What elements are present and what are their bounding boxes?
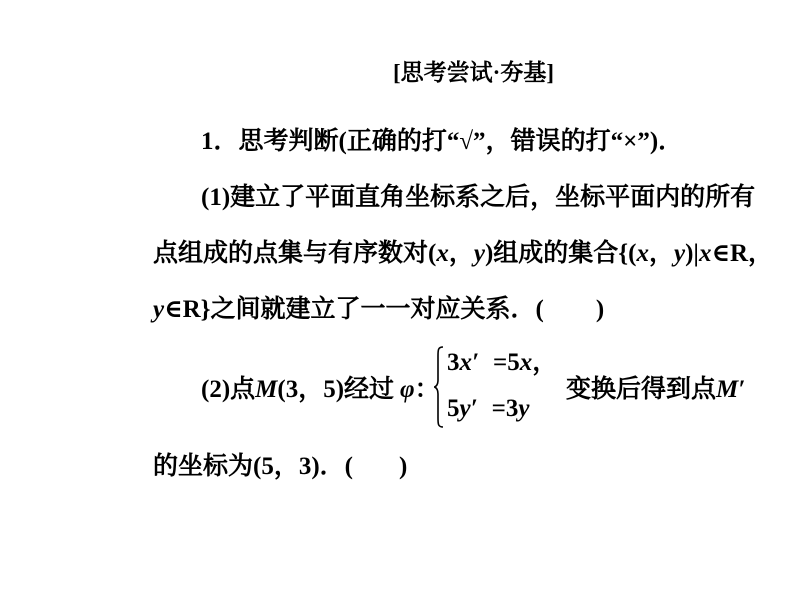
equation-1 xyxy=(447,348,557,378)
item-1-line-1: (1)建立了平面直角坐标系之后，坐标平面内的所有 xyxy=(201,184,756,211)
item-2-after-system xyxy=(566,375,745,405)
var-y: y xyxy=(673,240,686,267)
item-1-close-paren: ) xyxy=(595,296,605,323)
question-1-prefix: 1．思考判断(正确的打 xyxy=(201,128,447,155)
item-2-line-2 xyxy=(153,452,407,482)
eq1-rhs: =5 xyxy=(493,349,520,376)
colon: ： xyxy=(414,376,440,403)
item-1-text: ∈R， xyxy=(711,240,773,267)
var-x: x xyxy=(436,240,449,267)
eq2-var-y-prime: y′ xyxy=(459,395,478,422)
item-2-line-1 xyxy=(201,375,440,405)
item-2-lead: (2)点 xyxy=(201,376,256,403)
item-1-text: ∈R}之间就建立了一一对应关系．( xyxy=(164,296,544,323)
item-2-after-text: 变换后得到点 xyxy=(566,376,717,403)
comma: ， xyxy=(648,240,674,267)
eq1-coef: 3 xyxy=(447,349,460,376)
item-2-point: (3，5)经过 xyxy=(277,376,395,403)
var-x: x xyxy=(636,240,649,267)
item-2-text: 的坐标为(5，3)．( xyxy=(153,453,353,480)
eq2-coef: 5 xyxy=(447,395,460,422)
left-brace-icon xyxy=(434,346,444,428)
question-1-suffix: )． xyxy=(649,128,684,155)
item-1-line-2 xyxy=(153,239,773,269)
section-title: [思考尝试·夯基] xyxy=(393,60,554,85)
eq2-var-y: y xyxy=(518,395,530,422)
eq1-comma: ， xyxy=(532,349,558,376)
var-M: M xyxy=(255,376,278,403)
cross-mark-quote: “×” xyxy=(610,128,650,155)
item-1-text: )组成的集合{( xyxy=(484,240,637,267)
item-1-line-3 xyxy=(153,295,604,325)
item-1-text: 点组成的点集与有序数对( xyxy=(153,240,437,267)
equation-2 xyxy=(447,394,530,424)
var-M-prime: M′ xyxy=(716,376,746,403)
comma: ， xyxy=(448,240,474,267)
item-2-close-paren: ) xyxy=(398,453,408,480)
tick-mark-quote: “√” xyxy=(446,128,486,155)
question-1-heading xyxy=(201,127,683,157)
var-y: y xyxy=(153,296,165,323)
item-1-text: )| xyxy=(685,240,699,267)
var-y: y xyxy=(473,240,485,267)
var-phi: φ xyxy=(400,376,415,403)
question-1-middle: ，错误的打 xyxy=(485,128,611,155)
eq1-var-x: x xyxy=(519,349,533,376)
var-x: x xyxy=(698,240,712,267)
eq2-rhs: =3 xyxy=(491,395,519,422)
eq1-var-x-prime: x′ xyxy=(459,349,480,376)
